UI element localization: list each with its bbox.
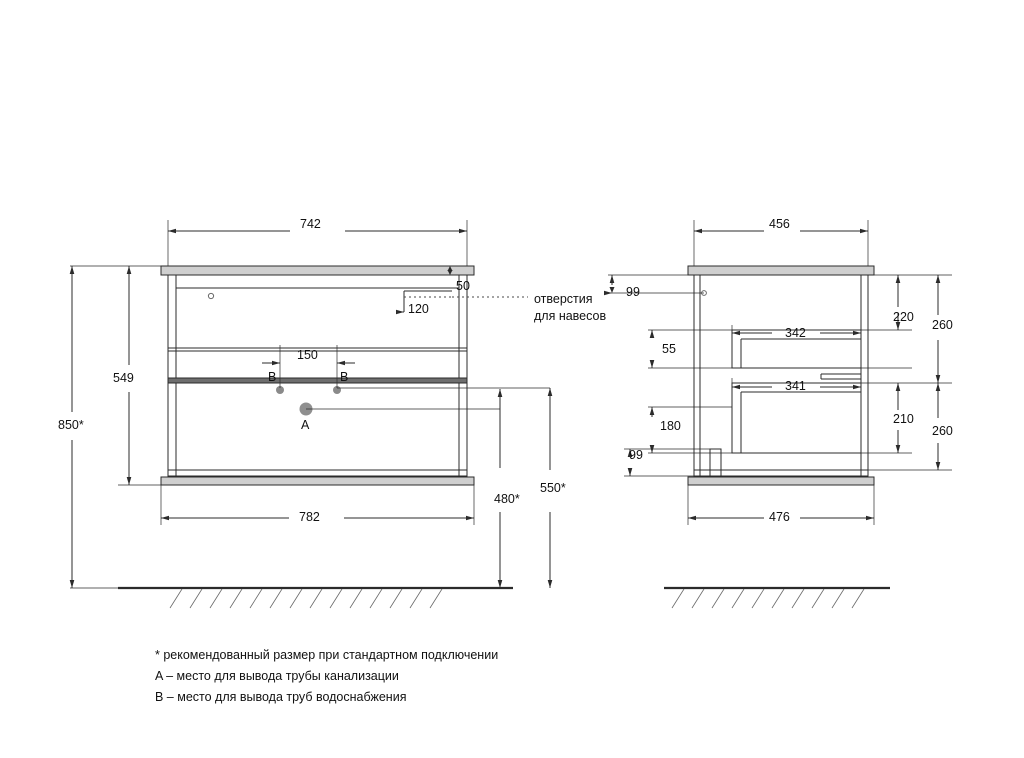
dim-front-top-thickness: 50 [456,279,470,293]
dim-side-hole-offset: 99 [626,285,640,299]
dim-side-offset-99: 99 [629,448,643,462]
dim-front-top-width: 742 [300,217,321,231]
dim-side-drawer-bottom-inner: 341 [785,379,806,393]
dim-front-pipe-spacing: 150 [297,348,318,362]
dim-front-body-height: 549 [113,371,134,385]
dim-side-offset-55: 55 [662,342,676,356]
legend-item-2: B – место для вывода труб водоснабжения [155,690,407,704]
dim-side-top-width: 456 [769,217,790,231]
front-view-body [161,266,474,485]
dim-front-drain-height: 480* [494,492,520,506]
side-view-body [688,266,874,485]
dim-front-total-height: 850* [58,418,84,432]
marker-a-label: A [301,418,310,432]
dim-front-bottom-width: 782 [299,510,320,524]
dim-front-supply-height: 550* [540,481,566,495]
marker-b-left-label: B [268,370,277,384]
dim-front-hole-offset: 120 [408,302,429,316]
legend-item-1: A – место для вывода трубы канализации [155,669,399,683]
dim-side-right-220: 220 [893,310,914,324]
legend-item-0: * рекомендованный размер при стандартном подключении [155,648,499,662]
dim-side-right-260-bottom: 260 [932,424,953,438]
marker-b-right-label: B [340,370,349,384]
holes-annotation-line1: отверстия [534,292,593,306]
dim-side-right-260-top: 260 [932,318,953,332]
dim-side-offset-180: 180 [660,419,681,433]
dim-side-bottom-width: 476 [769,510,790,524]
legend [155,645,498,708]
dim-side-right-210: 210 [893,412,914,426]
dim-side-drawer-top-inner: 342 [785,326,806,340]
holes-annotation-line2: для навесов [534,309,607,323]
